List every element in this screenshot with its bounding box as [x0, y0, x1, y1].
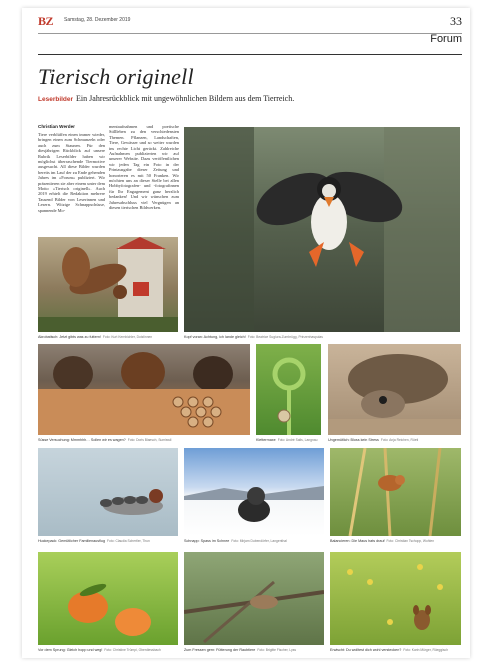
newspaper-page	[22, 8, 470, 658]
article-column-1: Tiere verblüffen einen immer wieder, bringen einen zum Schmunzeln oder auch zum Staunen. Für den diesjährigen Rückblick auf unsere Rubrik Leserbilder haben wir möglichst überraschende Tiermotive ausgesucht. All diese Bilder wurden bereits im Lauf der zu Ende gehenden Jahres im «Forum» publiziert. Wir präsentieren sie aber einem unter dem Motto «Tierisch originell». Auch 2019 erhielt die Redaktion mehrere Tausend Bilder von Leserinnen und Lesern. Witzige Schnappschüsse, spannende Mo-	[38, 132, 105, 213]
issue-date: Samstag, 28. Dezember 2019	[64, 17, 131, 23]
photo-puffin	[184, 127, 460, 332]
photo-snail	[256, 344, 321, 435]
duck-family-icon	[38, 448, 178, 536]
article-column-2: mentaufnahmen und poetische Stillleben zu den verschiedensten Themen. Pflanzen, Landschaften, Tiere, Gewässer und so weiter wurden ins rechte Licht gerückt. Zahlreiche Aufnahmen publizierten wir auf unserer Website. Dazu veröffentlichen wir jeden Tag ein Foto in der Printausgabe dieser Zeitung und honorieren es mit 50 Franken. Wir möchten uns an dieser Stelle bei allen Hobbyfotografen- und -fotografinnen für Ihr Engagement ganz herzlich bedanken! Und wir wünschen zum Jahresabschluss viel Vergnügen an diesen tierischen Bildwerken.	[109, 124, 179, 211]
article-author: Christian Werder	[38, 124, 75, 129]
bird-feeding-icon	[184, 552, 324, 645]
caption-fawn: Erwischt: Du wolltest dich wohl verstecken? Foto: Karin Mürger, Rüeggisch	[330, 648, 449, 652]
caption-dog-snow: Schnapp: Spass im Schnee Foto: Mirjam Dubendörfer, Langenthal	[184, 539, 287, 543]
caption-puffin: Kopf voran: Achtung, ich lande gleich! Foto: Beatrice Sugiura-Zumbrügg, Prinzenhaspulas	[184, 335, 323, 339]
photo-ducks	[38, 448, 178, 536]
three-dogs-cookies-icon	[38, 344, 250, 435]
caption-mouse: Balancieren: Die Maus hats drauf Foto: Christian Tschopp, Wohlen	[330, 539, 435, 543]
dog-in-snow-icon	[184, 448, 324, 536]
harvest-mouse-icon	[330, 448, 461, 536]
photo-squirrel	[38, 237, 178, 332]
grasshopper-on-flower-icon	[38, 552, 178, 645]
photo-tortoise	[328, 344, 461, 435]
article-headline: Tierisch originell	[38, 64, 194, 89]
squirrel-on-birdhouse-icon	[38, 237, 178, 332]
caption-grasshopper: Vor dem Sprung: Gleich hopp und weg! Foto: Christine Trümpi, Oberdiessbach	[38, 648, 161, 652]
header-rule	[38, 33, 462, 34]
snail-on-fern-icon	[256, 344, 321, 435]
photo-mouse	[330, 448, 461, 536]
photo-birds	[184, 552, 324, 645]
photo-dogs	[38, 344, 250, 435]
section-name: Forum	[430, 33, 462, 45]
photo-fawn	[330, 552, 461, 645]
caption-snail: Klettermaxe Foto: André Salis, Langnau	[256, 438, 318, 442]
caption-squirrel: Akrobatisch: Jetzt gibts was zu futtern! Foto: Kurt Kernbichler, Dotzlinnen	[38, 335, 153, 339]
article-subtitle	[38, 94, 294, 103]
newspaper-logo: BZ	[38, 14, 54, 28]
caption-tortoise: Ungemütlich: Bloss kein Stress Foto: Anja Reichen, Rüeti	[328, 438, 419, 442]
photo-grasshopper	[38, 552, 178, 645]
puffin-landing-icon	[184, 127, 460, 332]
article-kicker: Leserbilder	[38, 96, 74, 103]
section-rule	[38, 54, 462, 55]
deer-fawn-meadow-icon	[330, 552, 461, 645]
tortoise-icon	[328, 344, 461, 435]
caption-birds: Zum Fressen gern: Fütterung der Raubtiere Foto: Brigitte Fischer, Lyss	[184, 648, 297, 652]
page-number: 33	[450, 14, 462, 28]
photo-dog-snow	[184, 448, 324, 536]
caption-ducks: Huckepack: Gemütlicher Familienausflug Foto: Claudia Schertler, Thun	[38, 539, 150, 543]
caption-dogs: Süsse Versuchung: Mmmhhh… Sollen wir es wagen? Foto: Doris Blaesch, Sumiswil	[38, 438, 172, 442]
article-subtitle-text: Ein Jahresrückblick mit ungewöhnlichen Bildern aus dem Tierreich.	[76, 94, 295, 103]
